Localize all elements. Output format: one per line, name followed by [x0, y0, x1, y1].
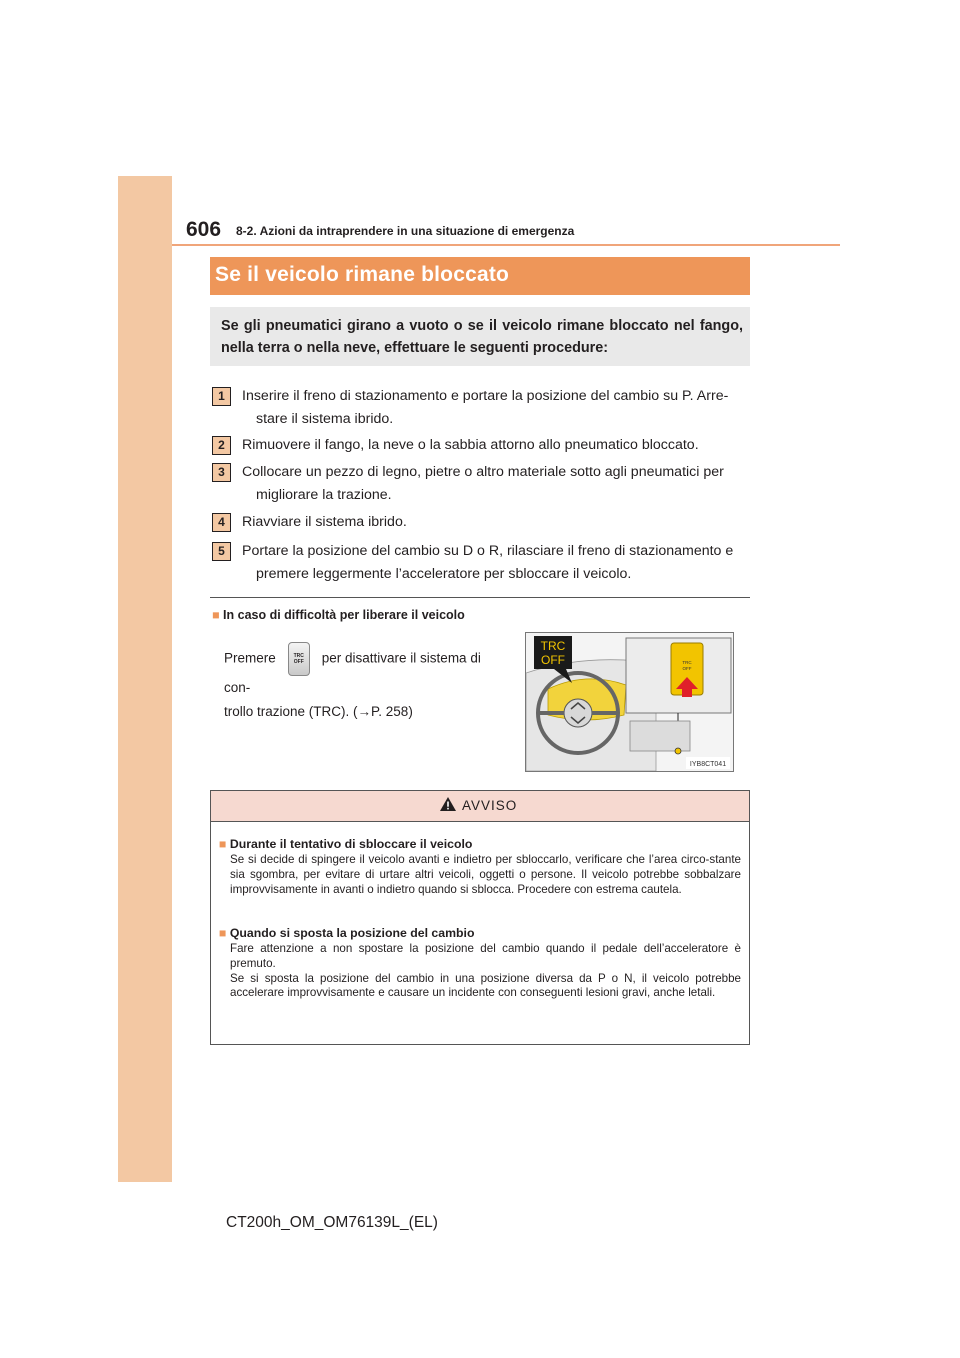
section-header: 8-2. Azioni da intraprendere in una situazione di emergenza — [236, 224, 575, 238]
warning-item-heading-text: Durante il tentativo di sbloccare il veicolo — [229, 837, 473, 851]
footer-code: CT200h_OM_OM76139L_(EL) — [226, 1214, 438, 1231]
step-line: Inserire il freno di stazionamento e portare la posizione del cambio su P. Arre- — [242, 388, 729, 404]
warning-item-heading — [219, 836, 741, 853]
trc-off-button-icon — [288, 642, 310, 676]
warning-title: AVVISO — [462, 798, 518, 813]
svg-text:OFF: OFF — [682, 666, 692, 671]
step-number: 5 — [212, 542, 231, 561]
warning-item-text: Se si decide di spingere il veicolo avanti e indietro per sbloccarlo, verificare che l’area circo-stante sia sgombra, per evitare di urtare altri veicoli, oggetti o persone. Il veicolo potrebbe sobbalzare improvvisamente in avanti o indietro quando si sblocca. Procedere con estrema cautela. — [230, 853, 741, 896]
trc-button-label: TRC — [293, 653, 304, 659]
step-text — [242, 461, 747, 507]
step-line: Rimuovere il fango, la neve o la sabbia attorno allo pneumatico bloccato. — [242, 437, 699, 453]
image-code: IYB8CT041 — [689, 761, 727, 768]
step-line: Collocare un pezzo di legno, pietre o altro materiale sotto agli pneumatici per — [242, 464, 724, 480]
warning-item-2 — [219, 925, 741, 1001]
callout-line-2: OFF — [541, 653, 565, 667]
step-number: 4 — [212, 513, 231, 532]
side-color-band — [118, 176, 172, 1182]
step-text — [242, 434, 747, 457]
press-instruction — [224, 642, 506, 724]
subsection-heading — [212, 608, 465, 622]
bullet-square-icon: ■ — [212, 608, 220, 622]
title-bar — [210, 257, 750, 295]
step-line-continued: premere leggermente l’acceleratore per sbloccare il veicolo. — [256, 566, 632, 582]
step-text — [242, 511, 747, 534]
svg-text:TRC: TRC — [682, 660, 692, 665]
warning-item-heading-text: Quando si sposta la posizione del cambio — [229, 926, 475, 940]
warning-item-text: Se si sposta la posizione del cambio in una posizione diversa da P o N, il veicolo potrebbe accelerare improvvisamente e causare un incidente con conseguenti lesioni gravi, anche letali. — [230, 971, 741, 1000]
step-line: Portare la posizione del cambio su D o R, rilasciare il freno di stazionamento e — [242, 543, 734, 559]
warning-box — [210, 790, 750, 1045]
step-text — [242, 385, 747, 431]
warning-item-1 — [219, 836, 741, 897]
subsection-heading-text: In caso di difficoltà per liberare il veicolo — [223, 608, 465, 622]
page-number: 606 — [186, 218, 222, 241]
bullet-square-icon: ■ — [219, 926, 227, 940]
callout-line-1: TRC — [540, 639, 566, 653]
warning-header — [211, 791, 749, 822]
section-divider — [210, 597, 750, 598]
step-number: 3 — [212, 463, 231, 482]
intro-box — [210, 307, 750, 366]
warning-triangle-icon — [439, 796, 457, 812]
intro-text: Se gli pneumatici girano a vuoto o se il veicolo rimane bloccato nel fango, nella terra o nella neve, effettuare le seguenti procedure: — [221, 318, 743, 356]
press-text-before: Premere — [224, 650, 276, 666]
warning-item-text: Fare attenzione a non spostare la posizione del cambio quando il pedale dell’acceleratore è premuto. — [230, 942, 741, 970]
header-rule — [172, 244, 840, 246]
step-number: 1 — [212, 387, 231, 406]
step-line-continued: migliorare la trazione. — [256, 487, 392, 503]
warning-item-heading — [219, 925, 741, 942]
press-text-after: per disattivare il sistema di con- — [224, 650, 481, 695]
step-line: Riavviare il sistema ibrido. — [242, 514, 407, 530]
step-line-continued: stare il sistema ibrido. — [256, 411, 394, 427]
press-text-line2: trollo trazione (TRC). (→P. 258) — [224, 704, 413, 719]
step-text — [242, 540, 747, 586]
page-title: Se il veicolo rimane bloccato — [215, 263, 510, 286]
bullet-square-icon: ■ — [219, 837, 227, 851]
trc-button-label-off: OFF — [293, 659, 304, 665]
step-number: 2 — [212, 436, 231, 455]
dashboard-drawing — [526, 633, 733, 771]
dashboard-illustration — [525, 632, 734, 772]
